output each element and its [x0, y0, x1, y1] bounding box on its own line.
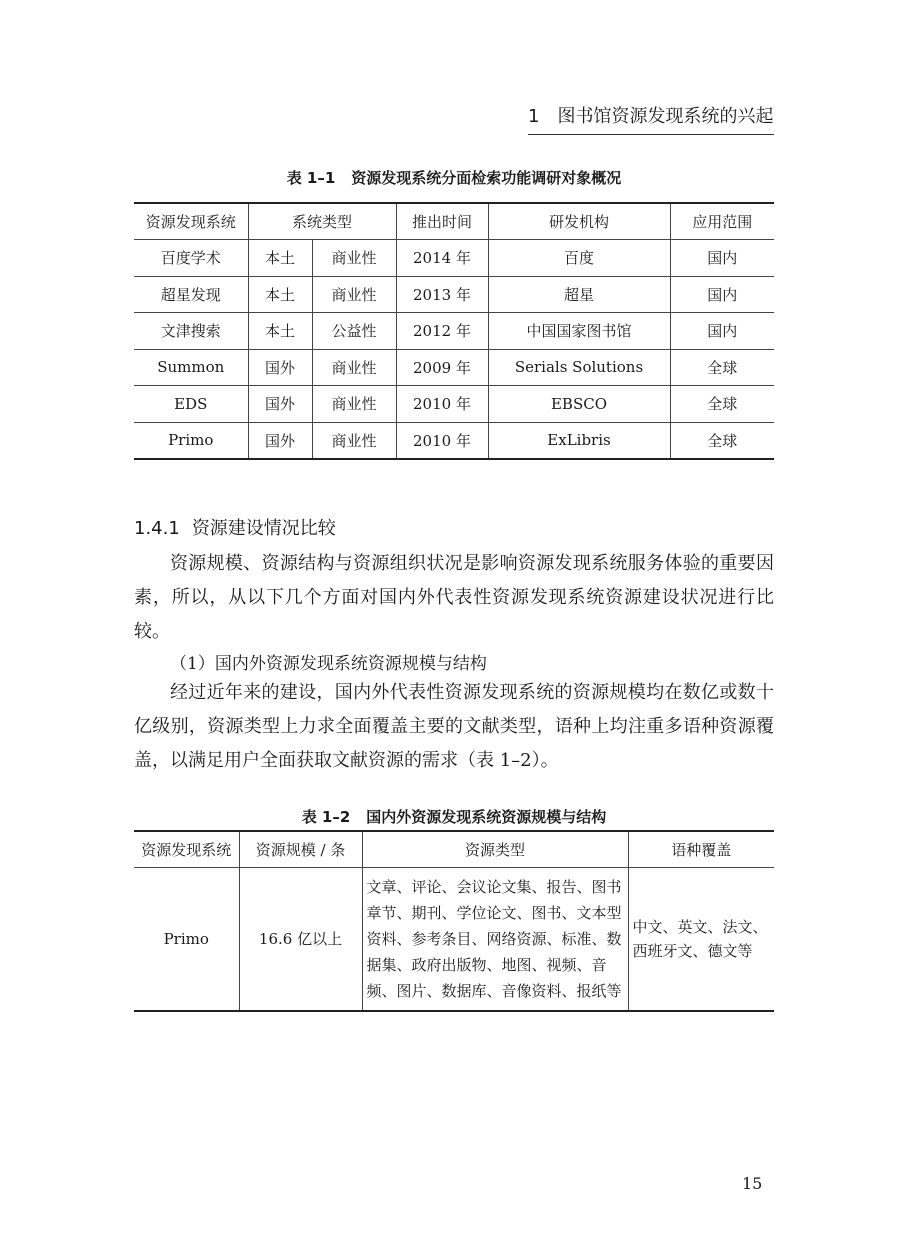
table-cell: 百度	[488, 240, 670, 277]
table-cell: 2012 年	[396, 313, 488, 350]
table1-header-row	[134, 203, 774, 240]
table-cell: Serials Solutions	[488, 349, 670, 386]
header-rule	[528, 134, 774, 135]
table1-header-cell: 资源发现系统	[145, 213, 236, 231]
table-cell: 中文、英文、法文、西班牙文、德文等	[628, 867, 774, 1011]
table-cell: 2013 年	[396, 276, 488, 313]
table-cell: 本土	[248, 313, 312, 350]
table1-header-cell: 推出时间	[396, 203, 488, 240]
table-row	[134, 240, 774, 277]
table-cell: 商业性	[312, 422, 396, 459]
table2-number: 表 1–2	[301, 808, 351, 826]
table-row	[134, 349, 774, 386]
section-number: 1.4.1	[134, 518, 180, 539]
table2-header-cell: 资源发现系统	[141, 840, 232, 859]
table-cell: 国外	[248, 349, 312, 386]
table1-caption	[134, 167, 774, 188]
table-cell: 本土	[248, 240, 312, 277]
table-cell: Primo	[134, 867, 239, 1011]
section-title: 资源建设情况比较	[191, 518, 336, 539]
table-cell: 中国国家图书馆	[488, 313, 670, 350]
subheading: （1）国内外资源发现系统资源规模与结构	[170, 654, 487, 674]
table2-caption	[134, 806, 774, 827]
table-cell: 商业性	[312, 349, 396, 386]
table-cell: 超星	[488, 276, 670, 313]
table-cell: 国内	[670, 276, 774, 313]
table-cell: 16.6 亿以上	[239, 867, 362, 1011]
table-cell: 文章、评论、会议论文集、报告、图书章节、期刊、学位论文、图书、文本型资料、参考条目、网络资源、标准、数据集、政府出版物、地图、视频、音频、图片、数据库、音像资料、报纸等	[362, 867, 628, 1011]
table-row	[134, 386, 774, 423]
table-cell: 全球	[670, 422, 774, 459]
table2-header-cell: 资源规模 / 条	[239, 831, 362, 867]
table-cell: 全球	[670, 349, 774, 386]
table-cell: 国外	[248, 386, 312, 423]
table1-header-cell: 研发机构	[488, 203, 670, 240]
paragraph-1: 资源规模、资源结构与资源组织状况是影响资源发现系统服务体验的重要因素，所以，从以下几个方面对国内外代表性资源发现系统资源建设状况进行比较。	[134, 553, 774, 642]
table-cell: 本土	[248, 276, 312, 313]
table1-title: 资源发现系统分面检索功能调研对象概况	[351, 169, 622, 187]
table-cell: 商业性	[312, 240, 396, 277]
table-row	[134, 422, 774, 459]
table2-header-row	[134, 831, 774, 867]
table1-header-cell: 应用范围	[670, 203, 774, 240]
table-cell: 商业性	[312, 276, 396, 313]
table-cell: 百度学术	[134, 240, 248, 277]
table-row	[134, 276, 774, 313]
running-header: 1 图书馆资源发现系统的兴起	[528, 106, 774, 127]
table2-title: 国内外资源发现系统资源规模与结构	[366, 808, 607, 826]
table-cell: 国内	[670, 313, 774, 350]
table-cell: 2009 年	[396, 349, 488, 386]
table-cell: 超星发现	[134, 276, 248, 313]
page-number: 15	[742, 1174, 763, 1193]
table-cell: 国外	[248, 422, 312, 459]
table2	[134, 830, 774, 1012]
table1-number: 表 1–1	[286, 169, 336, 187]
table-cell: 文津搜索	[134, 313, 248, 350]
section-heading	[134, 514, 336, 540]
table-cell: EBSCO	[488, 386, 670, 423]
table-cell: 全球	[670, 386, 774, 423]
table-cell: 国内	[670, 240, 774, 277]
table-cell: 商业性	[312, 386, 396, 423]
table-cell: 公益性	[312, 313, 396, 350]
table-cell: Primo	[134, 422, 248, 459]
table-row	[134, 313, 774, 350]
table-cell: 2014 年	[396, 240, 488, 277]
table-row	[134, 867, 774, 1011]
table2-header-cell: 资源类型	[362, 831, 628, 867]
table-cell: 2010 年	[396, 422, 488, 459]
paragraph-2: 经过近年来的建设，国内外代表性资源发现系统的资源规模均在数亿或数十亿级别，资源类型上力求全面覆盖主要的文献类型，语种上均注重多语种资源覆盖，以满足用户全面获取文献资源的需求（表 1–2）。	[134, 682, 774, 771]
table-cell: ExLibris	[488, 422, 670, 459]
table-cell: Summon	[134, 349, 248, 386]
table-cell: EDS	[134, 386, 248, 423]
table2-header-cell: 语种覆盖	[628, 831, 774, 867]
table-cell: 2010 年	[396, 386, 488, 423]
table1-header-cell: 系统类型	[248, 203, 396, 240]
table1	[134, 202, 774, 460]
